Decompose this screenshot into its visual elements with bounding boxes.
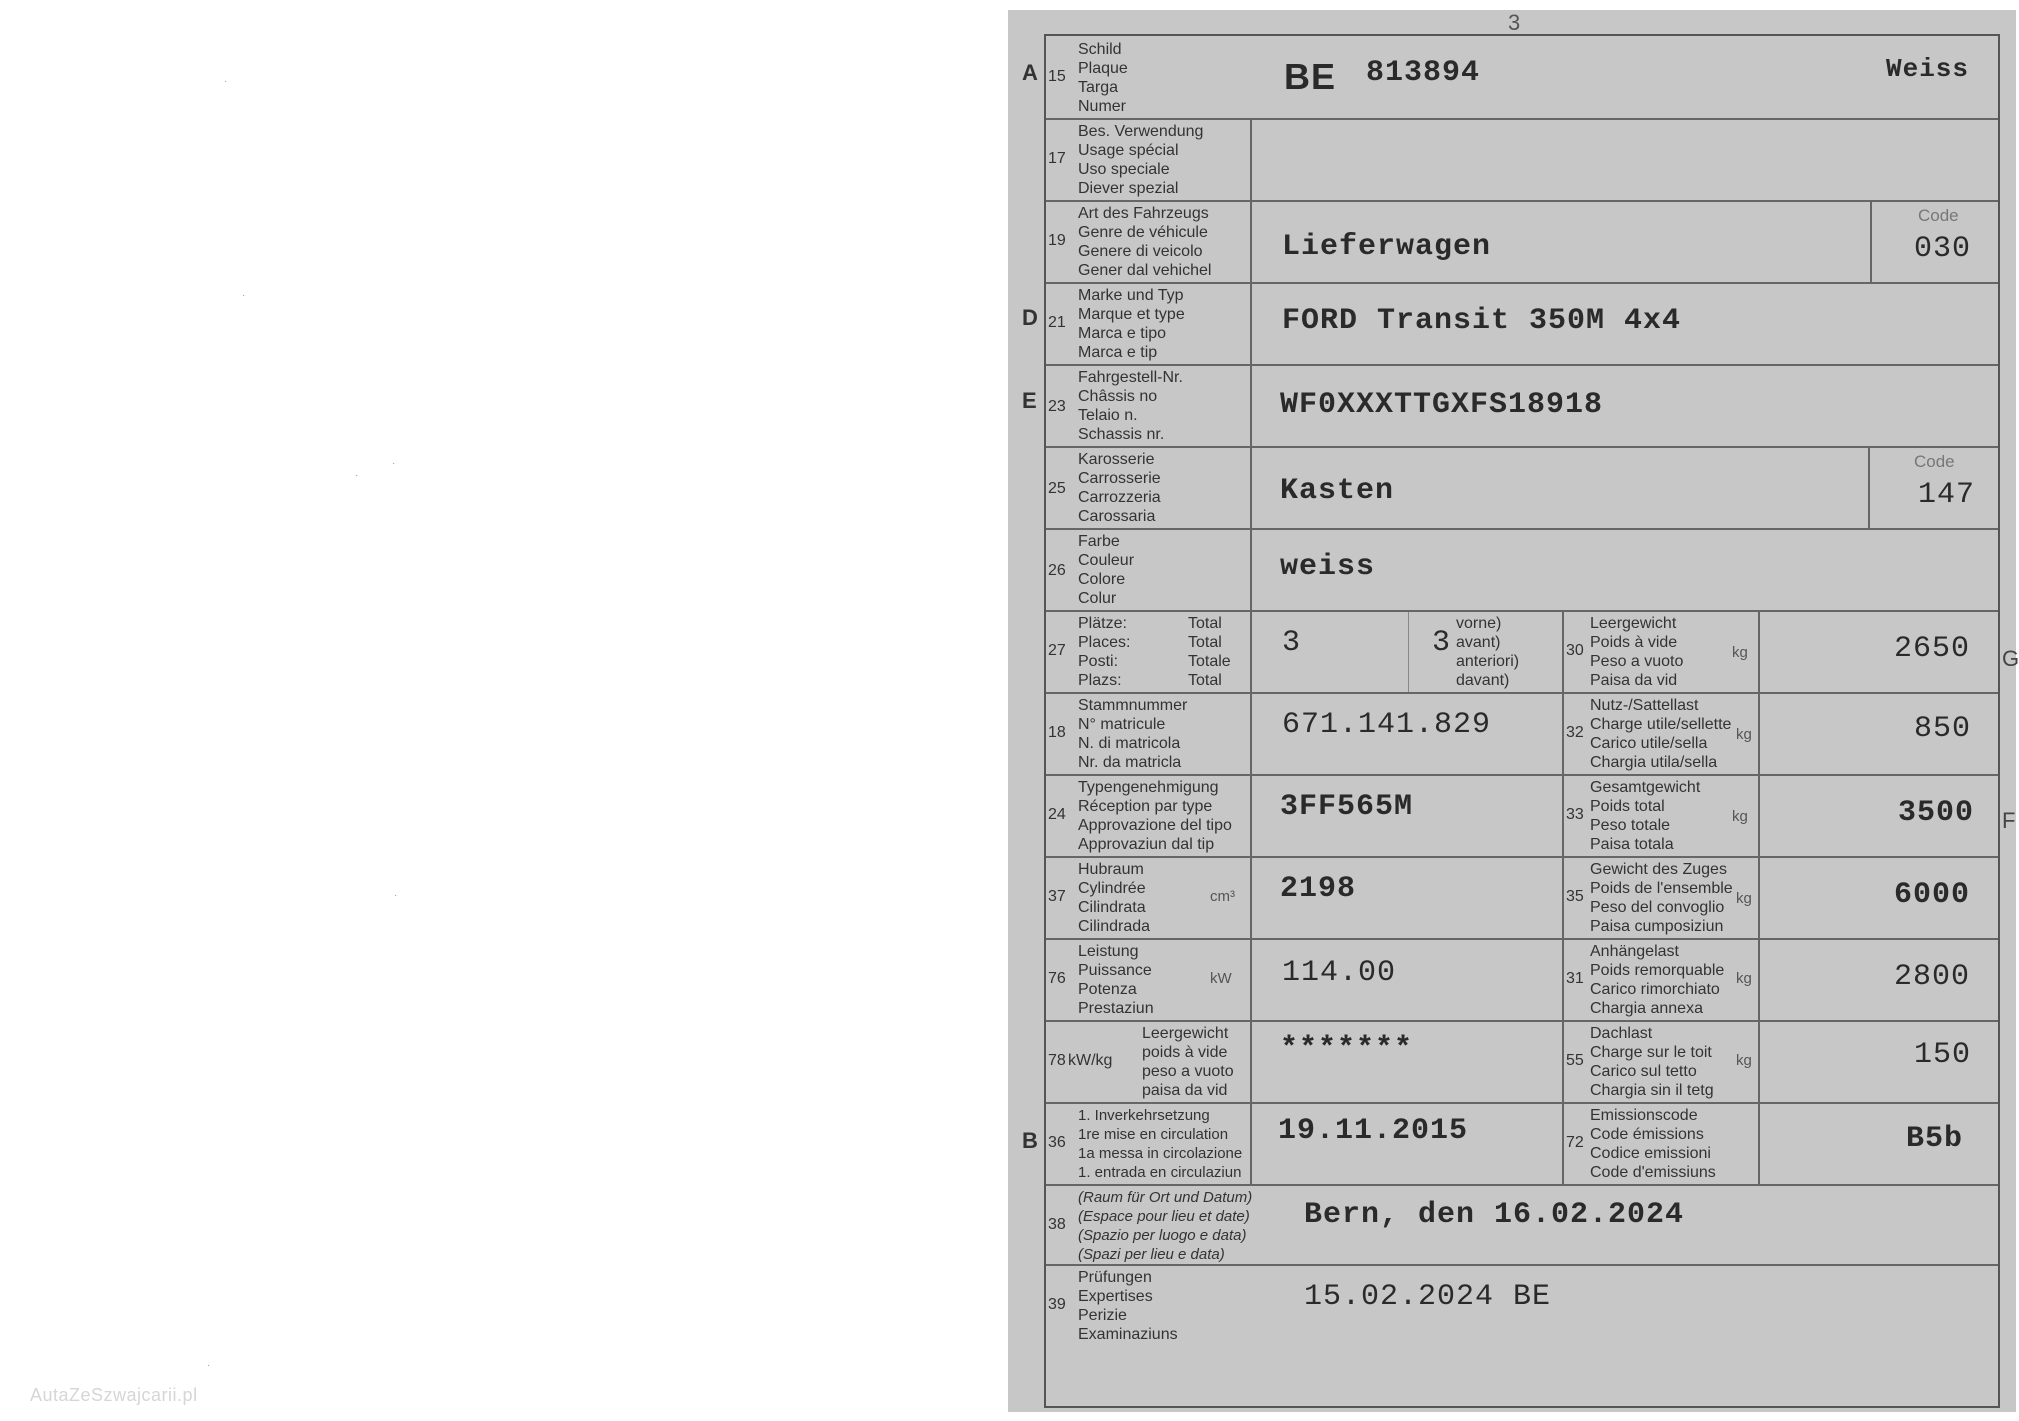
field-number: 33 (1566, 806, 1584, 823)
registration-document-page (1008, 10, 2019, 1412)
left-blank-page (0, 0, 1008, 1421)
column-divider (1562, 776, 1564, 856)
row-first-registration-emissions (1046, 1104, 1998, 1186)
row-inspections (1046, 1266, 1998, 1406)
field-number: 32 (1566, 724, 1584, 741)
payload-value: 850 (1914, 712, 1972, 746)
body-code: 147 (1918, 478, 1976, 512)
column-divider (1758, 1022, 1760, 1102)
side-letter-g: G (2002, 646, 2019, 671)
column-divider (1250, 284, 1252, 364)
row-body (1046, 448, 1998, 530)
unit-kg: kg (1736, 890, 1752, 907)
side-letter-f: F (2002, 808, 2016, 833)
column-divider (1250, 1104, 1252, 1184)
column-divider (1250, 858, 1252, 938)
code-label: Code (1918, 206, 1959, 225)
field-number: 38 (1048, 1216, 1066, 1233)
row-color (1046, 530, 1998, 612)
train-weight-value: 6000 (1894, 878, 1971, 912)
master-number-value: 671.141.829 (1282, 708, 1492, 742)
scan-speck: · (392, 458, 396, 469)
column-divider (1250, 202, 1252, 282)
column-divider (1250, 940, 1252, 1020)
trailer-load-value: 2800 (1894, 960, 1971, 994)
field-labels: Leistung Puissance Potenza Prestaziun (1078, 943, 1154, 1017)
seats-front-value: 3 (1432, 626, 1452, 660)
column-divider (1250, 530, 1252, 610)
chassis-value: WF0XXXTTGXFS18918 (1280, 388, 1604, 422)
field-labels: Hubraum Cylindrée Cilindrata Cilindrada (1078, 861, 1151, 935)
emissions-code-value: B5b (1906, 1122, 1964, 1156)
vehicle-kind-value: Lieferwagen (1282, 230, 1492, 264)
field-number: 23 (1048, 398, 1066, 415)
unit-kw: kW (1210, 970, 1232, 987)
row-seats-empty-weight (1046, 612, 1998, 694)
inspections-value: 15.02.2024 BE (1304, 1280, 1552, 1314)
registration-form (1044, 34, 2000, 1408)
unit-kg: kg (1736, 970, 1752, 987)
field-number: 17 (1048, 150, 1066, 167)
column-divider (1758, 940, 1760, 1020)
field-labels: Anhängelast Poids remorquable Carico rimorchiato Chargia annexa (1590, 943, 1725, 1017)
field-labels: Prüfungen Expertises Perizie Examinaziuns (1078, 1269, 1178, 1343)
row-plate (1046, 36, 1998, 120)
unit-kg: kg (1732, 644, 1748, 661)
field-labels: Fahrgestell-Nr. Châssis no Telaio n. Schassis nr. (1078, 369, 1183, 443)
row-power-trailer-load (1046, 940, 1998, 1022)
field-labels: Karosserie Carrosserie Carrozzeria Carossaria (1078, 451, 1161, 525)
field-labels: Gewicht des Zuges Poids de l'ensemble Peso del convoglio Paisa cumposiziun (1590, 861, 1733, 935)
type-approval-value: 3FF565M (1280, 790, 1414, 824)
row-type-approval-total-weight (1046, 776, 1998, 858)
make-type-value: FORD Transit 350M 4x4 (1282, 304, 1682, 338)
field-labels: Leergewicht poids à vide peso a vuoto paisa da vid (1142, 1025, 1234, 1099)
field-number: 15 (1048, 68, 1066, 85)
page-number: 3 (1508, 10, 1521, 35)
column-divider (1868, 448, 1870, 528)
column-divider (1562, 858, 1564, 938)
field-labels: Nutz-/Sattellast Charge utile/sellette Carico utile/sella Chargia utila/sella (1590, 697, 1732, 771)
field-labels: Typengenehmigung Réception par type Approvazione del tipo Approvaziun dal tip (1078, 779, 1232, 853)
row-chassis (1046, 366, 1998, 448)
code-label: Code (1914, 452, 1955, 471)
column-divider (1250, 612, 1252, 692)
first-registration-value: 19.11.2015 (1278, 1114, 1469, 1148)
power-ratio-value: ******* (1280, 1032, 1414, 1066)
field-labels: Plätze: Places: Posti: Plazs: (1078, 615, 1131, 689)
power-value: 114.00 (1282, 956, 1397, 990)
unit-cm3: cm³ (1210, 888, 1235, 905)
field-number: 27 (1048, 642, 1066, 659)
side-letter-d: D (1022, 305, 1038, 330)
plate-canton: BE (1284, 56, 1337, 97)
unit-kw-kg: kW/kg (1068, 1052, 1113, 1069)
field-labels: Emissionscode Code émissions Codice emissioni Code d'emissiuns (1590, 1107, 1716, 1181)
plate-color: Weiss (1886, 54, 1970, 84)
column-divider (1250, 694, 1252, 774)
row-power-ratio-roof-load (1046, 1022, 1998, 1104)
side-letter-a: A (1022, 60, 1038, 85)
column-divider (1758, 776, 1760, 856)
vehicle-kind-code: 030 (1914, 232, 1972, 266)
column-divider (1250, 366, 1252, 446)
seats-total-value: 3 (1282, 626, 1302, 660)
field-labels: Stammnummer N° matricule N. di matricola Nr. da matricla (1078, 697, 1188, 771)
column-divider (1562, 612, 1564, 692)
column-divider (1562, 1104, 1564, 1184)
field-number: 76 (1048, 970, 1066, 987)
row-vehicle-kind (1046, 202, 1998, 284)
column-divider (1758, 694, 1760, 774)
place-date-value: Bern, den 16.02.2024 (1304, 1198, 1685, 1232)
field-number: 55 (1566, 1052, 1584, 1069)
seats-front-labels: vorne) avant) anteriori) davant) (1456, 615, 1520, 689)
field-number: 35 (1566, 888, 1584, 905)
row-displacement-train-weight (1046, 858, 1998, 940)
column-divider (1562, 694, 1564, 774)
field-labels: Farbe Couleur Colore Colur (1078, 533, 1135, 607)
scan-speck: · (224, 76, 228, 87)
empty-weight-value: 2650 (1894, 632, 1971, 666)
row-master-number-payload (1046, 694, 1998, 776)
side-letter-b: B (1022, 1128, 1038, 1153)
column-divider (1250, 448, 1252, 528)
field-labels: Marke und Typ Marque et type Marca e tipo Marca e tip (1078, 287, 1185, 361)
column-divider (1562, 1022, 1564, 1102)
field-number: 26 (1048, 562, 1066, 579)
field-number: 78 (1048, 1052, 1066, 1069)
field-number: 19 (1048, 232, 1066, 249)
field-number: 36 (1048, 1134, 1066, 1151)
color-value: weiss (1280, 550, 1376, 584)
column-divider (1758, 612, 1760, 692)
column-divider (1870, 202, 1872, 282)
scan-speck: · (394, 890, 398, 901)
field-number: 24 (1048, 806, 1066, 823)
displacement-value: 2198 (1280, 872, 1357, 906)
side-letter-e: E (1022, 388, 1037, 413)
total-weight-value: 3500 (1898, 796, 1975, 830)
field-number: 25 (1048, 480, 1066, 497)
field-number: 72 (1566, 1134, 1584, 1151)
column-divider (1562, 940, 1564, 1020)
column-divider (1758, 1104, 1760, 1184)
column-divider (1250, 1022, 1252, 1102)
scan-speck: · (355, 470, 359, 481)
column-divider (1250, 776, 1252, 856)
field-labels: Gesamtgewicht Poids total Peso totale Paisa totala (1590, 779, 1701, 853)
field-number: 31 (1566, 970, 1584, 987)
scan-speck: · (242, 290, 246, 301)
body-value: Kasten (1280, 474, 1395, 508)
field-labels: (Raum für Ort und Datum) (Espace pour lieu et date) (Spazio per luogo e data) (Spazi per lieu e data) (1078, 1189, 1253, 1263)
field-number: 39 (1048, 1296, 1066, 1313)
field-number: 21 (1048, 314, 1066, 331)
seats-inner-divider (1408, 612, 1409, 692)
plate-number: 813894 (1366, 56, 1481, 90)
field-labels: Art des Fahrzeugs Genre de véhicule Genere di veicolo Gener dal vehichel (1078, 205, 1212, 279)
unit-kg: kg (1736, 1052, 1752, 1069)
column-divider (1250, 120, 1252, 200)
column-divider (1758, 858, 1760, 938)
row-place-date (1046, 1186, 1998, 1266)
field-number: 37 (1048, 888, 1066, 905)
unit-kg: kg (1736, 726, 1752, 743)
scan-speck: · (207, 1360, 211, 1371)
watermark: AutaZeSzwajcarii.pl (30, 1385, 198, 1405)
field-number: 30 (1566, 642, 1584, 659)
seats-total-labels: Total Total Totale Total (1188, 615, 1231, 689)
row-make-type (1046, 284, 1998, 366)
field-labels: Dachlast Charge sur le toit Carico sul tetto Chargia sin il tetg (1590, 1025, 1714, 1099)
field-labels: Leergewicht Poids à vide Peso a vuoto Paisa da vid (1590, 615, 1684, 689)
field-number: 18 (1048, 724, 1066, 741)
field-labels: 1. Inverkehrsetzung 1re mise en circulation 1a messa in circolazione 1. entrada en circulaziun (1078, 1107, 1243, 1181)
field-labels: Bes. Verwendung Usage spécial Uso speciale Diever spezial (1078, 123, 1204, 197)
row-special-use (1046, 120, 1998, 202)
unit-kg: kg (1732, 808, 1748, 825)
field-labels: Schild Plaque Targa Numer (1078, 41, 1128, 115)
roof-load-value: 150 (1914, 1038, 1972, 1072)
